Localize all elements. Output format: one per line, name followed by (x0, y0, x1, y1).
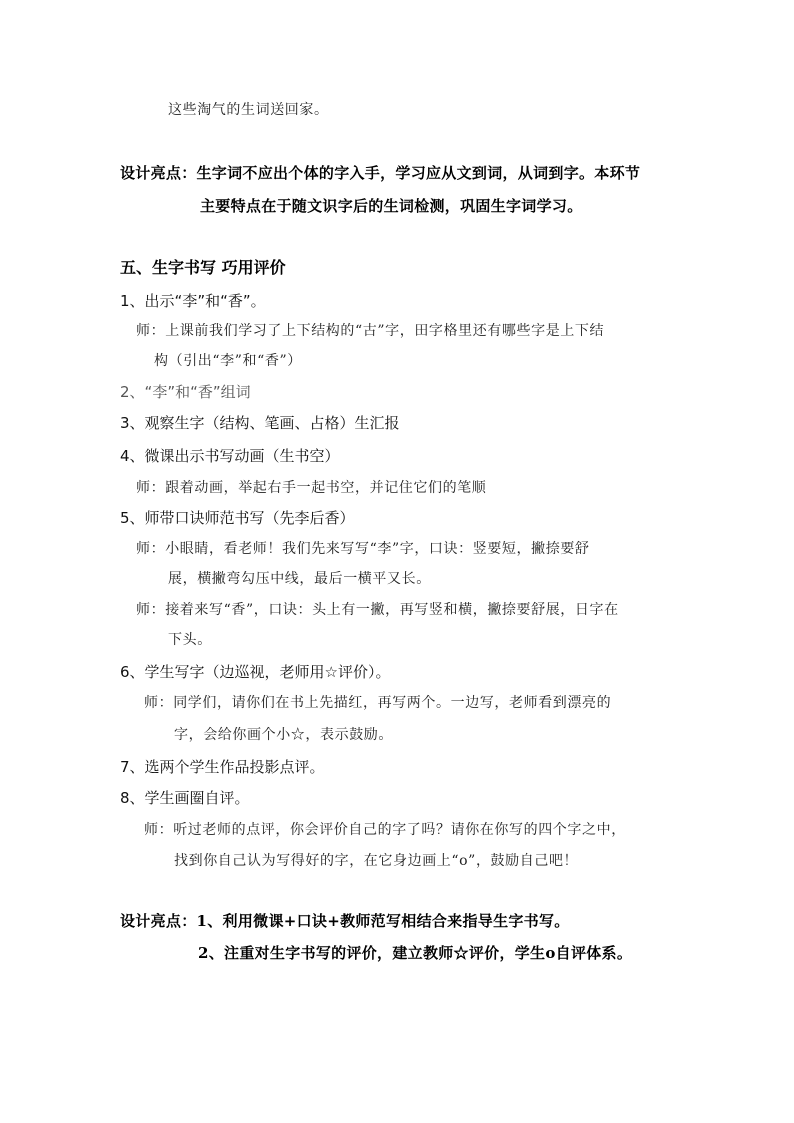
design-highlight-2-cont: 2、注重对生字书写的评价，建立教师☆评价，学生o自评体系。 (198, 944, 633, 962)
teacher-line-6: 师：听过老师的点评，你会评价自己的字了吗？请你在你写的四个字之中， (144, 822, 626, 838)
teacher-line-2: 师：跟着动画，举起右手一起书空，并记住它们的笔顺 (136, 480, 487, 496)
step-4: 4、微课出示书写动画（生书空） (120, 447, 340, 465)
teacher-line-3: 师：小眼睛，看老师！我们先来写写“李”字，口诀：竖要短，撇捺要舒 (136, 541, 590, 557)
teacher-line-5-cont: 字，会给你画个小☆，表示鼓励。 (174, 727, 393, 743)
design-highlight-1-cont: 主要特点在于随文识字后的生词检测，巩固生字词学习。 (200, 197, 583, 215)
teacher-line-4: 师：接着来写“香”，口诀：头上有一撇，再写竖和横，撇捺要舒展，日字在 (136, 602, 619, 618)
step-3: 3、观察生字（结构、笔画、占格）生汇报 (120, 414, 400, 432)
step-8: 8、学生画圈自评。 (120, 789, 250, 807)
step-7: 7、选两个学生作品投影点评。 (120, 758, 325, 776)
teacher-line-6-cont: 找到你自己认为写得好的字，在它身边画上“o”，鼓励自己吧！ (174, 853, 579, 869)
text-line-1: 这些淘气的生词送回家。 (168, 102, 329, 118)
step-6: 6、学生写字（边巡视，老师用☆评价）。 (120, 663, 391, 681)
step-1: 1、出示“李”和“香”。 (120, 292, 266, 310)
teacher-line-3-cont: 展，横撇弯勾压中线，最后一横平又长。 (168, 571, 431, 587)
section-heading-5: 五、生字书写 巧用评价 (120, 258, 286, 277)
teacher-line-1-cont: 构（引出“李”和“香”） (154, 353, 302, 369)
teacher-line-4-cont: 下头。 (168, 632, 212, 648)
design-highlight-2: 设计亮点：1、利用微课+口诀+教师范写相结合来指导生字书写。 (120, 912, 570, 930)
step-2: 2、“李”和“香”组词 (120, 383, 251, 401)
design-highlight-1: 设计亮点：生字词不应出个体的字入手，学习应从文到词，从词到字。本环节 (120, 164, 641, 182)
teacher-line-5: 师：同学们，请你们在书上先描红，再写两个。一边写，老师看到漂亮的 (144, 695, 612, 711)
step-5: 5、师带口诀师范书写（先李后香） (120, 509, 355, 527)
teacher-line-1: 师：上课前我们学习了上下结构的“古”字，田字格里还有哪些字是上下结 (136, 323, 605, 339)
